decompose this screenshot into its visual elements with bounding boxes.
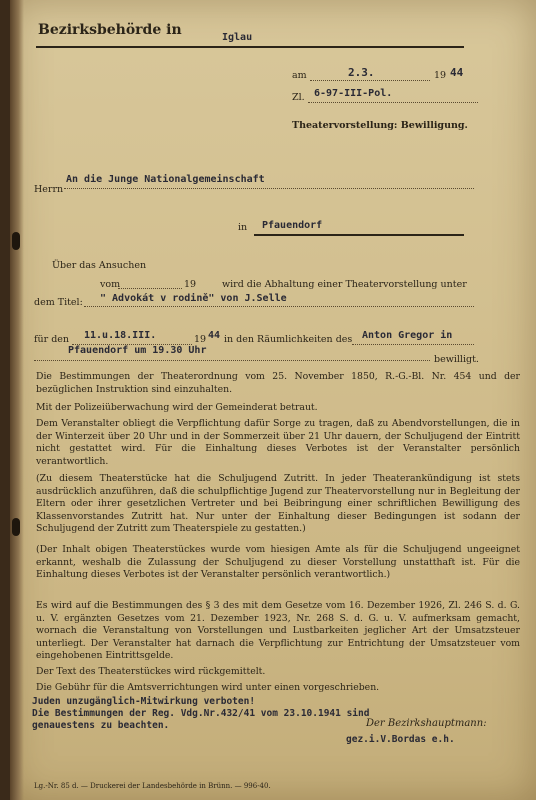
- rooms-text: in den Räumlichkeiten des: [224, 334, 353, 345]
- for-date: 11.u.18.III.: [84, 330, 157, 341]
- from-label: vom: [100, 279, 121, 290]
- title-label: dem Titel:: [34, 297, 83, 308]
- binding-edge: [10, 0, 24, 800]
- addressee-place: Pfauendorf: [262, 220, 323, 231]
- play-title: " Advokát v rodině" von J.Selle: [100, 293, 287, 304]
- header-rule: [36, 46, 464, 48]
- paragraph-tax: Es wird auf die Bestimmungen des § 3 des mit dem Gesetze vom 16. Dezember 1926, Zl. 246 S. d. G. u. V. ergänzten Gesetzes vom 21. Dezember 1923, Nr. 268 S. d. G. u. V. aufmerksam gemacht, wornach die Veranstaltung von Vorstellungen und Lustbarkeiten jeglicher Art der Umsatzsteuer unterliegt. Der Veranstalter hat darnach die Verpflichtung zur Entrichtung der Umsatzsteuer vom eingehobenen Eintrittsgelde.: [36, 600, 520, 662]
- paragraph-fee: Die Gebühr für die Amtsverrichtungen wird unter einen vorgeschrieben.: [36, 682, 380, 693]
- rooms-line-2: [34, 360, 430, 361]
- request-text: wird die Abhaltung einer Theatervorstellung unter: [222, 279, 467, 290]
- request-intro: Über das Ansuchen: [52, 260, 147, 271]
- for-label: für den: [34, 334, 70, 345]
- authority-place: Iglau: [222, 32, 253, 43]
- paragraph-youth-allowed: (Zu diesem Theaterstücke hat die Schuljugend Zutritt. In jeder Theaterankündigung ist stets ausdrücklich anzuführen, daß die schulpflichtige Jugend zur Theatervorstellung nur in Begleitung der Eltern oder ihrer gesetzlichen Vertreter und bei Beibringung einer schriftlichen Bewilligung des Klassenvorstandes Zutritt hat. Nur unter der Einhaltung dieser Bedingungen ist sodann der Schuljugend der Zutritt zum Theaterspiele zu gestatten.): [36, 473, 520, 535]
- title-line: [84, 306, 474, 307]
- date-value: 2.3.: [348, 66, 375, 79]
- paragraph-theatre-rules: Die Bestimmungen der Theaterordnung vom 25. November 1850, R.-G.-Bl. Nr. 454 und der bezüglichen Instruktion sind einzuhalten.: [36, 371, 520, 395]
- paragraph-text-returned: Der Text des Theaterstückes wird rückgemittelt.: [36, 666, 266, 677]
- punch-hole: [12, 232, 20, 250]
- addressee-name: An die Junge Nationalgemeinschaft: [66, 174, 265, 185]
- punch-hole: [12, 518, 20, 536]
- for-year-prefix: 19: [194, 334, 207, 345]
- date-prefix: am: [292, 70, 307, 81]
- ref-value: 6-97-III-Pol.: [314, 88, 393, 99]
- addressee-line: [64, 188, 474, 189]
- from-line: [118, 288, 182, 289]
- place-line: [254, 234, 464, 236]
- print-footer: Lg.-Nr. 85 d. — Druckerei der Landesbehörde in Brünn. — 996-40.: [34, 782, 271, 790]
- year-prefix: 19: [434, 70, 447, 81]
- typed-note-line-1: Juden unzugänglich-Mitwirkung verboten!: [32, 696, 256, 707]
- salutation: Herrn: [34, 184, 64, 195]
- ref-prefix: Zl.: [292, 92, 305, 103]
- date-line: [310, 80, 430, 81]
- signature-title: Der Bezirkshauptmann:: [366, 718, 487, 729]
- ref-line: [308, 102, 478, 103]
- subject-line: Theatervorstellung: Bewilligung.: [292, 120, 468, 131]
- paragraph-police: Mit der Polizeiüberwachung wird der Gemeinderat betraut.: [36, 402, 318, 413]
- rooms-line: [352, 344, 474, 345]
- authority-heading: Bezirksbehörde in: [38, 22, 182, 38]
- from-year: 19: [184, 279, 197, 290]
- approved-text: bewilligt.: [434, 354, 479, 365]
- rooms-value-2: Pfauendorf um 19.30 Uhr: [68, 345, 207, 356]
- paragraph-youth-prohibited: (Der Inhalt obigen Theaterstückes wurde vom hiesigen Amte als für die Schuljugend ungeeignet erkannt, weshalb die Zulassung der Schuljugend zu dieser Vorstellung unstatthaft ist. Für die Einhaltung dieses Verbotes ist der Veranstalter persönlich verantwortlich.): [36, 544, 520, 581]
- signature-signed: gez.i.V.Bordas e.h.: [346, 734, 455, 745]
- paragraph-evening: Dem Veranstalter obliegt die Verpflichtung dafür Sorge zu tragen, daß zu Abendvorstellungen, die in der Winterzeit über 20 Uhr und in der Sommerzeit über 21 Uhr dauern, der Schuljugend der Eintritt nicht gestattet wird. Für die Einhaltung dieses Verbotes ist der Veranstalter persönlich verantwortlich.: [36, 418, 520, 467]
- rooms-value: Anton Gregor in: [362, 330, 453, 341]
- document-page: [10, 0, 536, 800]
- for-year: 44: [208, 330, 221, 341]
- year-value: 44: [450, 66, 464, 79]
- typed-note-line-2: Die Bestimmungen der Reg. Vdg.Nr.432/41 vom 23.10.1941 sind genauestens zu beachten.: [32, 708, 370, 731]
- in-label: in: [238, 222, 248, 233]
